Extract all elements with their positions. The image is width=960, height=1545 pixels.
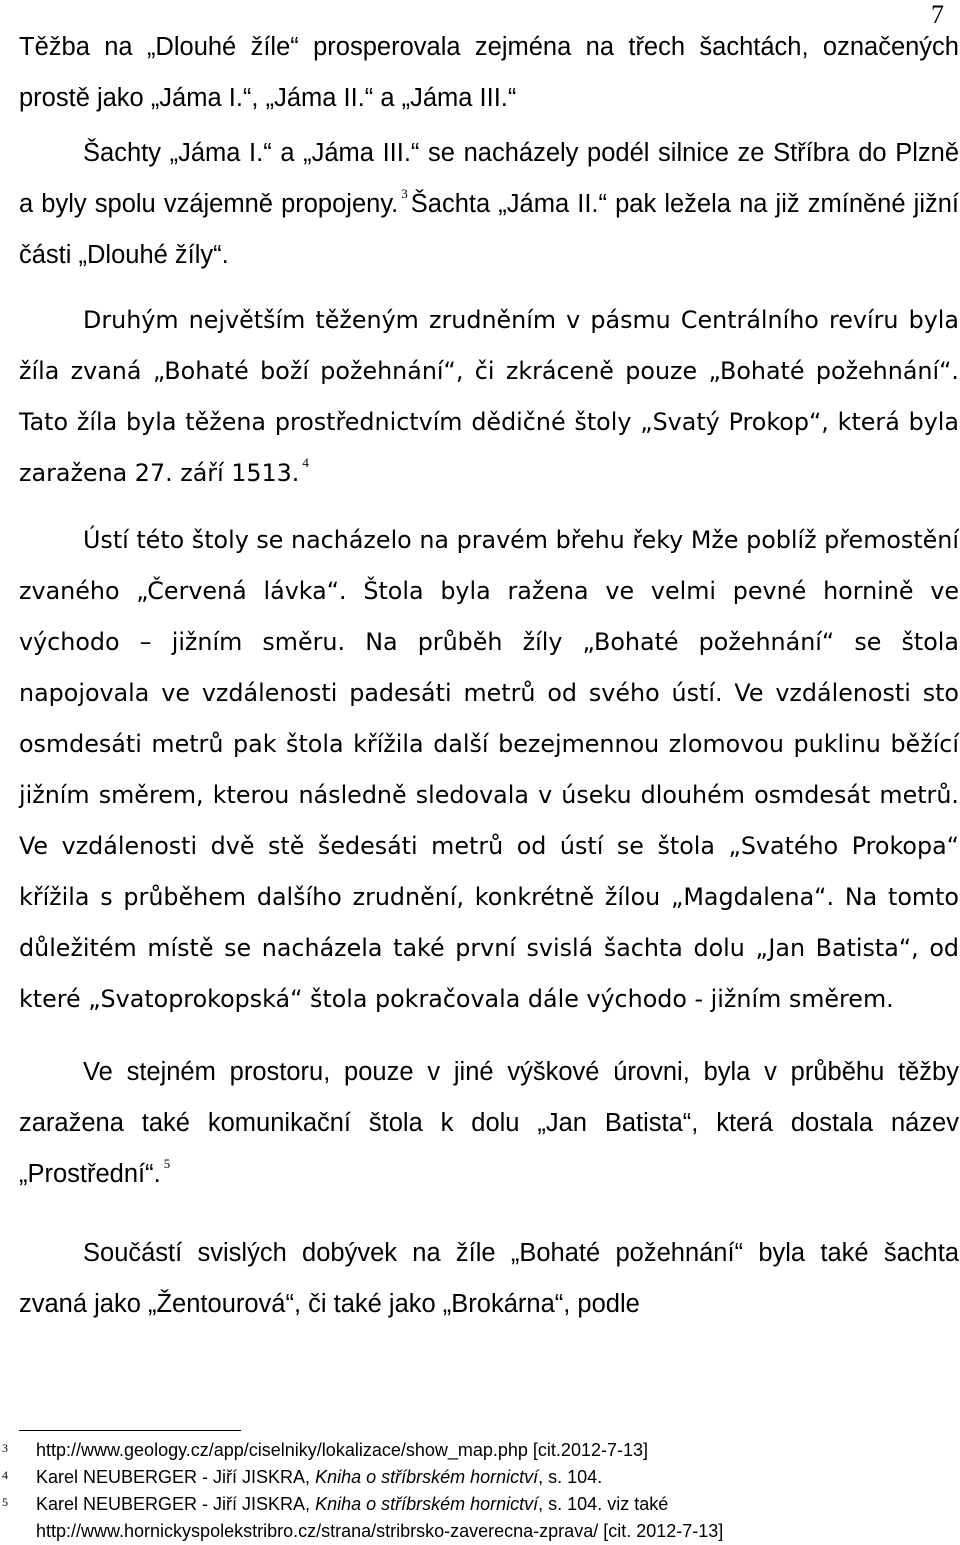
footnote-text (36, 1464, 939, 1491)
paragraph-4 (19, 515, 959, 1025)
document-body (19, 22, 959, 1358)
paragraph-text: Těžba na „Dlouhé žíle“ prosperovala zejména na třech šachtách, označených prostě jako „Jáma I.“, „Jáma II.“ a „Jáma III.“ (19, 33, 959, 112)
footnote-ref-3[interactable]: 3 (401, 186, 408, 201)
footnote-separator (19, 1430, 241, 1431)
paragraph-text: Součástí svislých dobývek na žíle „Bohaté požehnání“ byla také šachta zvaná jako „Žentourová“, či také jako „Brokárna“, podle (19, 1239, 959, 1318)
paragraph-text: Šachty „Jáma I.“ a „Jáma III.“ se nacházely podél silnice ze Stříbra do Plzně a byly spolu vzájemně propojeny. (19, 139, 959, 218)
footnote-page: , s. 104. (538, 1467, 603, 1487)
paragraph-text: Ve stejném prostoru, pouze v jiné výškové úrovni, byla v průběhu těžby zaražena také komunikační štola k dolu „Jan Batista“, která dostala název „Prostřední“. (19, 1058, 959, 1188)
footnote-author: Karel NEUBERGER - Jiří JISKRA, (36, 1494, 316, 1514)
paragraph-6 (19, 1228, 959, 1330)
footnote-text[interactable]: http://www.geology.cz/app/ciselniky/lokalizace/show_map.php [cit.2012-7-13] (36, 1440, 648, 1460)
footnote-book-title: Kniha o stříbrském hornictví (315, 1494, 539, 1514)
footnote-ref-5[interactable]: 5 (163, 1156, 171, 1171)
paragraph-text: Šachta „Jáma II.“ pak ležela na již zmíněné jižní části „Dlouhé žíly“. (19, 190, 960, 269)
paragraph-1 (19, 22, 959, 124)
paragraph-2 (19, 128, 959, 281)
paragraph-text: Druhým největším těženým zrudněním v pásmu Centrálního revíru byla žíla zvaná „Bohaté boží požehnání“, či zkráceně pouze „Bohaté požehnání“. Tato žíla byla těžena prostřednictvím dědičné štoly „Svatý Prokop“, která byla zaražena 27. září 1513. (19, 306, 959, 487)
footnote-text (36, 1491, 939, 1545)
footnote-ref-4[interactable]: 4 (302, 455, 309, 470)
footnote-author: Karel NEUBERGER - Jiří JISKRA, (36, 1467, 316, 1487)
footnote-number: 3 (2, 1441, 8, 1455)
footnotes (2, 1437, 939, 1545)
page-number: 7 (931, 0, 944, 29)
paragraph-3 (19, 295, 959, 499)
paragraph-5 (19, 1047, 959, 1200)
paragraph-text: Ústí této štoly se nacházelo na pravém břehu řeky Mže poblíž přemostění zvaného „Červená lávka“. Štola byla ražena ve velmi pevné hornině ve východo – jižním směru. Na průběh žíly „Bohaté požehnání“ se štola napojovala ve vzdálenosti padesáti metrů od svého ústí. Ve vzdálenosti sto osmdesáti metrů pak štola křížila další bezejmennou zlomovou puklinu běžící jižním směrem, kterou následně sledovala v úseku dlouhém osmdesát metrů. Ve vzdálenosti dvě stě šedesáti metrů od ústí se štola „Svatého Prokopa“ křížila s průběhem dalšího zrudnění, konkrétně žílou „Magdalena“. Na tomto důležitém místě se nacházela také první svislá šachta dolu „Jan Batista“, od které „Svatoprokopská“ štola pokračovala dále východo - jižním směrem. (19, 526, 959, 1013)
footnote-number: 5 (2, 1495, 8, 1509)
footnote-5 (2, 1491, 939, 1545)
footnote-page-and-link[interactable]: , s. 104. viz také http://www.hornickyspolekstribro.cz/strana/stribrsko-zaverecna-zprava/ [cit. 2012-7-13] (36, 1494, 724, 1541)
footnote-number: 4 (2, 1468, 8, 1482)
footnote-book-title: Kniha o stříbrském hornictví (315, 1467, 539, 1487)
footnote-4 (2, 1464, 939, 1491)
footnote-3 (2, 1437, 939, 1464)
